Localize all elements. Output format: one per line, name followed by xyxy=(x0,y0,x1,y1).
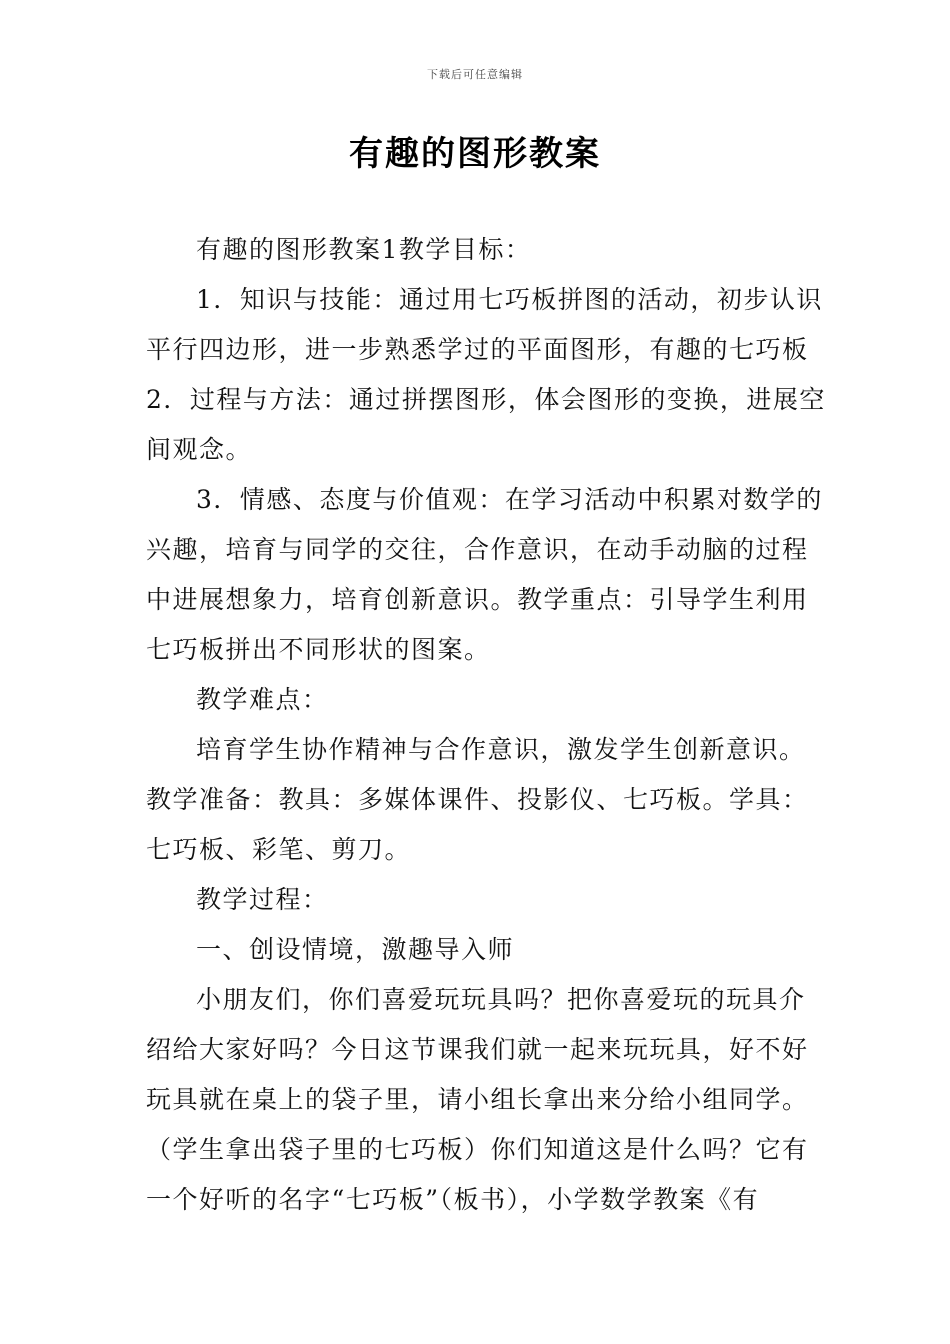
body-line: 1．知识与技能：通过用七巧板拼图的活动，初步认识 xyxy=(196,285,823,314)
body-line: 兴趣，培育与同学的交往，合作意识，在动手动脑的过程 xyxy=(146,535,809,564)
header-note: 下载后可任意编辑 xyxy=(427,68,523,81)
body-line: 一个好听的名字“七巧板”（板书），小学数学教案《有 xyxy=(146,1185,760,1214)
body-line: 3．情感、态度与价值观：在学习活动中积累对数学的 xyxy=(196,485,823,514)
body-line: 教学难点： xyxy=(196,685,329,714)
body-line: （学生拿出袋子里的七巧板）你们知道这是什么吗？它有 xyxy=(146,1135,809,1164)
document-title: 有趣的图形教案 xyxy=(349,134,601,174)
body-line: 一、创设情境，激趣导入师 xyxy=(196,935,515,964)
body-line: 培育学生协作精神与合作意识，激发学生创新意识。 xyxy=(196,735,806,764)
body-line: 2．过程与方法：通过拼摆图形，体会图形的变换，进展空 xyxy=(146,385,826,414)
body-line: 有趣的图形教案1教学目标： xyxy=(196,235,532,264)
body-line: 间观念。 xyxy=(146,435,253,464)
body-line: 七巧板拼出不同形状的图案。 xyxy=(146,635,491,664)
body-line: 教学准备：教具：多媒体课件、投影仪、七巧板。学具： xyxy=(146,785,809,814)
body-line: 教学过程： xyxy=(196,885,329,914)
body-line: 中进展想象力，培育创新意识。教学重点：引导学生利用 xyxy=(146,585,809,614)
body-line: 小朋友们，你们喜爱玩玩具吗？把你喜爱玩的玩具介 xyxy=(196,985,806,1014)
body-line: 平行四边形，进一步熟悉学过的平面图形，有趣的七巧板 xyxy=(146,335,809,364)
body-line: 玩具就在桌上的袋子里，请小组长拿出来分给小组同学。 xyxy=(146,1085,809,1114)
document-body xyxy=(146,225,826,1225)
body-line: 绍给大家好吗？今日这节课我们就一起来玩玩具，好不好 xyxy=(146,1035,809,1064)
body-line: 七巧板、彩笔、剪刀。 xyxy=(146,835,412,864)
